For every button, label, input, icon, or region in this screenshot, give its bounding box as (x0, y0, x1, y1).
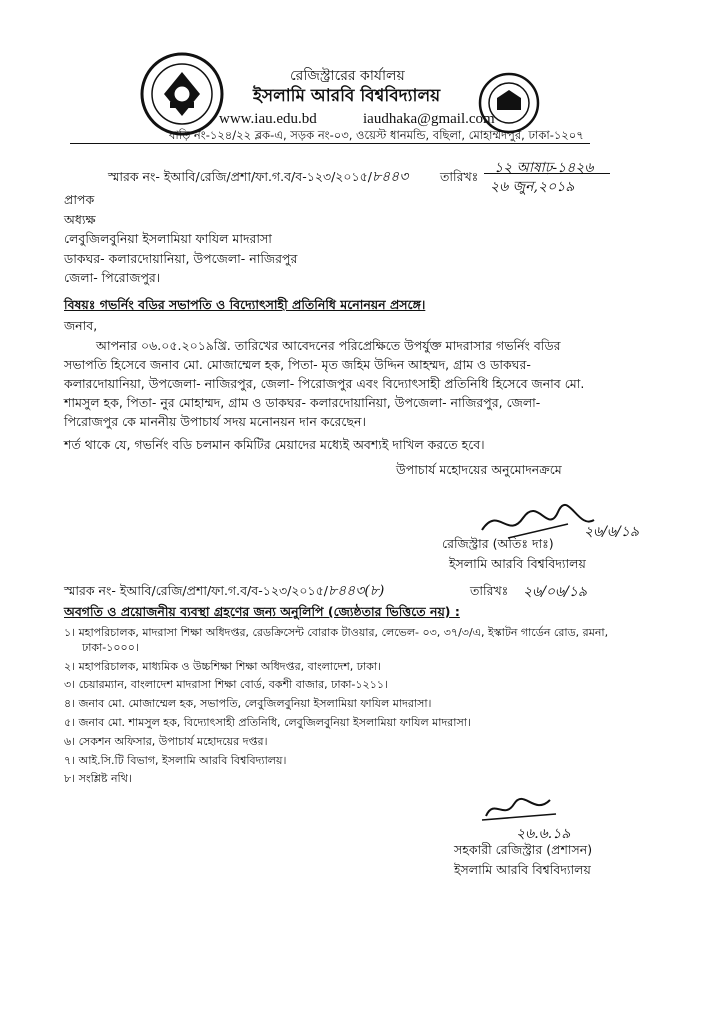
website-text: www.iau.edu.bd (219, 111, 317, 127)
body-line: আপনার ০৬.০৫.২০১৯খ্রি. তারিখের আবেদনের পরিপ্রেক্ষিতে উপর্যুক্ত মাদরাসার গভর্নিং বডির (96, 338, 561, 353)
signature-mark (480, 792, 560, 826)
memo-ref-text: স্মারক নং- ইআবি/রেজি/প্রশা/ফা.গ.ব/ব-১২৩/২০১৫/ (108, 169, 372, 184)
signature-org: ইসলামি আরবি বিশ্ববিদ্যালয় (449, 556, 586, 571)
header-divider (70, 143, 590, 144)
copy-item: ৩। চেয়ারম্যান, বাংলাদেশ মাদরাসা শিক্ষা বোর্ড, বকশী বাজার, ঢাকা-১২১১। (64, 678, 388, 691)
recipient-line: লেবুজিলবুনিয়া ইসলামিয়া ফাযিল মাদরাসা (64, 231, 272, 246)
university-logo-left (140, 52, 224, 136)
signature-title: রেজিস্ট্রার (অতিঃ দাঃ) (442, 536, 554, 551)
recipient-line: ডাকঘর- কলারদোয়ানিয়া, উপজেলা- নাজিরপুর (64, 251, 298, 266)
copy-item: ২। মহাপরিচালক, মাধ্যমিক ও উচ্চশিক্ষা শিক্ষা অধিদপ্তর, বাংলাদেশ, ঢাকা। (64, 660, 381, 673)
memo2-number (64, 583, 384, 599)
memo-date-english: ২৬ জুন,২০১৯ (490, 179, 575, 195)
memo-ref-handwritten: ৮৪৪৩ (371, 169, 409, 185)
email-text: iaudhaka@gmail.com (363, 111, 495, 127)
university-seal-right (478, 72, 540, 134)
copy-item: ৫। জনাব মো. শামসুল হক, বিদ্যোৎসাহী প্রতিনিধি, লেবুজিলবুনিয়া ইসলামিয়া ফাযিল মাদরাসা। (64, 716, 471, 729)
address-text: বাড়ি নং-১২৪/২২ ব্লক-এ, সড়ক নং-০৩, ওয়েস্ট ধানমন্ডি, বছিলা, মোহাম্মদপুর, ঢাকা-১২০৭ (169, 128, 584, 142)
memo2-ref-text: স্মারক নং- ইআবি/রেজি/প্রশা/ফা.গ.ব/ব-১২৩/২০১৫/ (64, 583, 328, 598)
copy-heading: অবগতি ও প্রয়োজনীয় ব্যবস্থা গ্রহণের জন্য অনুলিপি (জ্যেষ্ঠতার ভিত্তিতে নয়) : (64, 604, 460, 619)
office-title: রেজিস্ট্রারের কার্যালয় (290, 68, 405, 84)
copy-item: ৭। আই.সি.টি বিভাগ, ইসলামি আরবি বিশ্ববিদ্যালয়। (64, 754, 287, 767)
date-divider (484, 173, 610, 174)
copy-item: ৪। জনাব মো. মোজাম্মেল হক, সভাপতি, লেবুজিলবুনিয়া ইসলামিয়া ফাযিল মাদরাসা। (64, 697, 432, 710)
signature2-title: সহকারী রেজিস্ট্রার (প্রশাসন) (454, 842, 593, 857)
subject-line: বিষয়ঃ গভর্নিং বডির সভাপতি ও বিদ্যোৎসাহী প্রতিনিধি মনোনয়ন প্রসঙ্গে। (64, 297, 426, 312)
body-line: পিরোজপুর কে মাননীয় উপাচার্য সদয় মনোনয়ন দান করেছেন। (64, 414, 366, 429)
recipient-label: প্রাপক (64, 192, 95, 207)
copy-item: ঢাকা-১০০০। (82, 641, 139, 654)
university-name: ইসলামি আরবি বিশ্ববিদ্যালয় (253, 86, 441, 106)
memo-date-bangla: ১২ আষাঢ়-১৪২৬ (494, 160, 594, 176)
salutation: জনাব, (64, 318, 98, 333)
recipient-line: জেলা- পিরোজপুর। (64, 270, 161, 285)
signature2-date-handwritten: ২৬.৬.১৯ (516, 826, 571, 842)
approval-text: উপাচার্য মহোদয়ের অনুমোদনক্রমে (396, 462, 562, 477)
signature-date-handwritten: ২৬/৬/১৯ (584, 524, 639, 540)
body-line: সভাপতি হিসেবে জনাব মো. মোজাম্মেল হক, পিতা- মৃত জহিম উদ্দিন আহম্মদ, গ্রাম ও ডাকঘর- (64, 357, 531, 372)
memo-date-label: তারিখঃ (440, 169, 479, 184)
memo2-ref-handwritten: ৮৪৪৩(৮) (327, 583, 385, 599)
memo2-date-handwritten: ২৬/০৬/১৯ (523, 584, 588, 600)
memo2-date-label: তারিখঃ (470, 583, 509, 598)
memo-number (108, 169, 408, 185)
condition-text: শর্ত থাকে যে, গভর্নিং বডি চলমান কমিটির মেয়াদের মধ্যেই অবশ্যই দাখিল করতে হবে। (64, 437, 485, 452)
body-line: কলারদোয়ানিয়া, উপজেলা- নাজিরপুর, জেলা- পিরোজপুর এবং বিদ্যোৎসাহী প্রতিনিধি হিসেবে জনাব মো. (64, 376, 585, 391)
copy-item: ৬। সেকশন অফিসার, উপাচার্য মহোদয়ের দপ্তর। (64, 735, 268, 748)
recipient-line: অধ্যক্ষ (64, 212, 96, 227)
copy-item: ১। মহাপরিচালক, মাদরাসা শিক্ষা অধিদপ্তর, রেডক্রিসেন্ট বোরাক টাওয়ার, লেভেল- ০৩, ৩৭/৩/এ, ইস্কাটন গার্ডেন রোড, রমনা, (64, 626, 609, 639)
signature2-org: ইসলামি আরবি বিশ্ববিদ্যালয় (454, 862, 591, 877)
copy-item: ৮। সংশ্লিষ্ট নথি। (64, 772, 132, 785)
body-line: শামসুল হক, পিতা- নুর মোহাম্মদ, গ্রাম ও ডাকঘর- কলারদোয়ানিয়া, উপজেলা- নাজিরপুর, জেলা- (64, 395, 541, 410)
